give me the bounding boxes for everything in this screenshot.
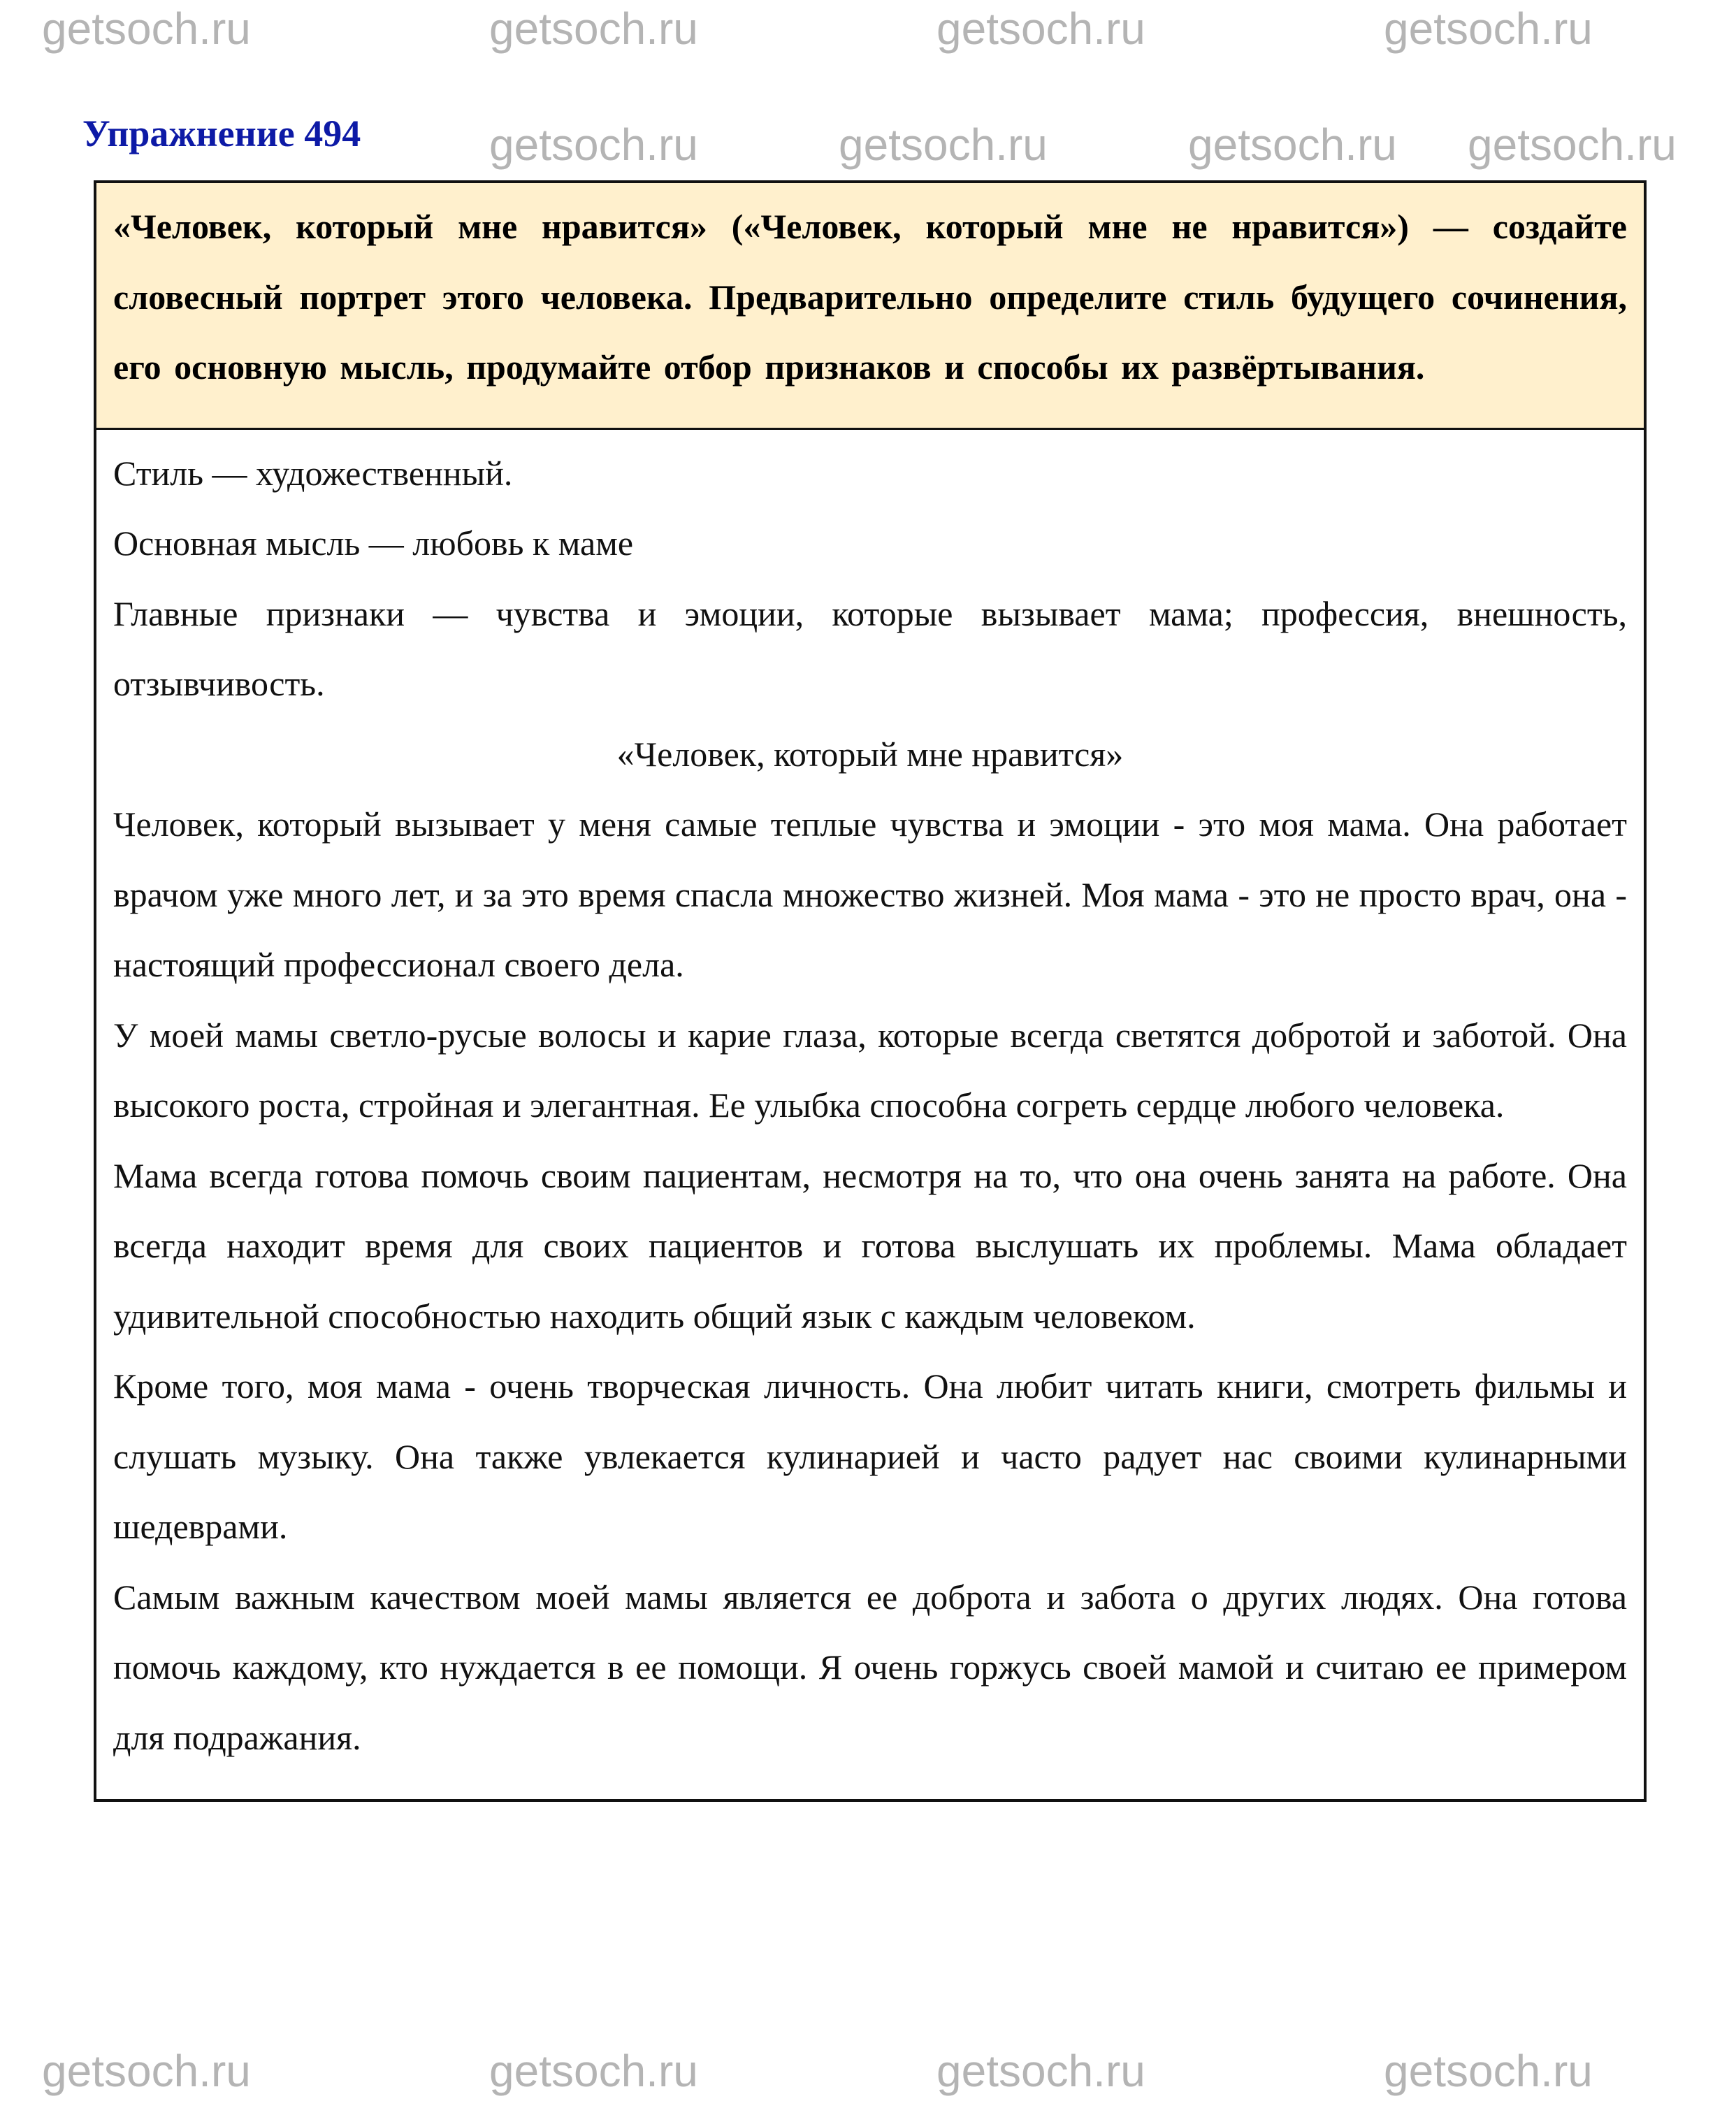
- essay-paragraph: Самым важным качеством моей мамы является ее доброта и забота о других людях. Она готова помочь каждому, кто нуждается в ее помощи. Я очень горжусь своей мамой и считаю ее примером для подражания.: [113, 1577, 1627, 1757]
- exercise-box: [94, 180, 1647, 1802]
- watermark: getsoch.ru: [489, 120, 698, 170]
- answer-main-idea: Основная мысль — любовь к маме: [113, 524, 634, 563]
- watermark: getsoch.ru: [489, 2046, 698, 2096]
- exercise-heading: Упражнение 494: [82, 113, 361, 154]
- watermark: getsoch.ru: [1384, 3, 1593, 54]
- essay-title: «Человек, который мне нравится»: [616, 734, 1124, 774]
- task-text: «Человек, который мне нравится» («Человек, который мне не нравится») — создайте словесный портрет этого человека. Предварительно определите стиль будущего сочинения, его основную мысль, продумайте отбор признаков и способы их развёртывания.: [96, 183, 1644, 430]
- watermark: getsoch.ru: [42, 2046, 251, 2096]
- watermark: getsoch.ru: [1468, 120, 1677, 170]
- watermark: getsoch.ru: [936, 2046, 1145, 2096]
- essay-paragraph: Кроме того, моя мама - очень творческая личность. Она любит читать книги, смотреть фильмы и слушать музыку. Она также увлекается кулинарией и часто радует нас своими кулинарными шедеврами.: [113, 1366, 1627, 1546]
- answer-features: Главные признаки — чувства и эмоции, которые вызывает мама; профессия, внешность, отзывчивость.: [113, 593, 1627, 703]
- essay-paragraph: Человек, который вызывает у меня самые теплые чувства и эмоции - это моя мама. Она работает врачом уже много лет, и за это время спасла множество жизней. Моя мама - это не просто врач, она - настоящий профессионал своего дела.: [113, 804, 1627, 984]
- answer-style: Стиль — художественный.: [113, 453, 513, 493]
- watermark: getsoch.ru: [1188, 120, 1397, 170]
- watermark: getsoch.ru: [489, 3, 698, 54]
- answer-section: [96, 430, 1644, 1800]
- watermark: getsoch.ru: [936, 3, 1145, 54]
- watermark: getsoch.ru: [42, 3, 251, 54]
- essay-paragraph: У моей мамы светло-русые волосы и карие глаза, которые всегда светятся добротой и заботой. Она высокого роста, стройная и элегантная. Ее улыбка способна согреть сердце любого человека.: [113, 1015, 1627, 1125]
- essay-paragraph: Мама всегда готова помочь своим пациентам, несмотря на то, что она очень занята на работе. Она всегда находит время для своих пациентов и готова выслушать их проблемы. Мама обладает удивительной способностью находить общий язык с каждым человеком.: [113, 1155, 1627, 1336]
- watermark: getsoch.ru: [839, 120, 1048, 170]
- watermark: getsoch.ru: [1384, 2046, 1593, 2096]
